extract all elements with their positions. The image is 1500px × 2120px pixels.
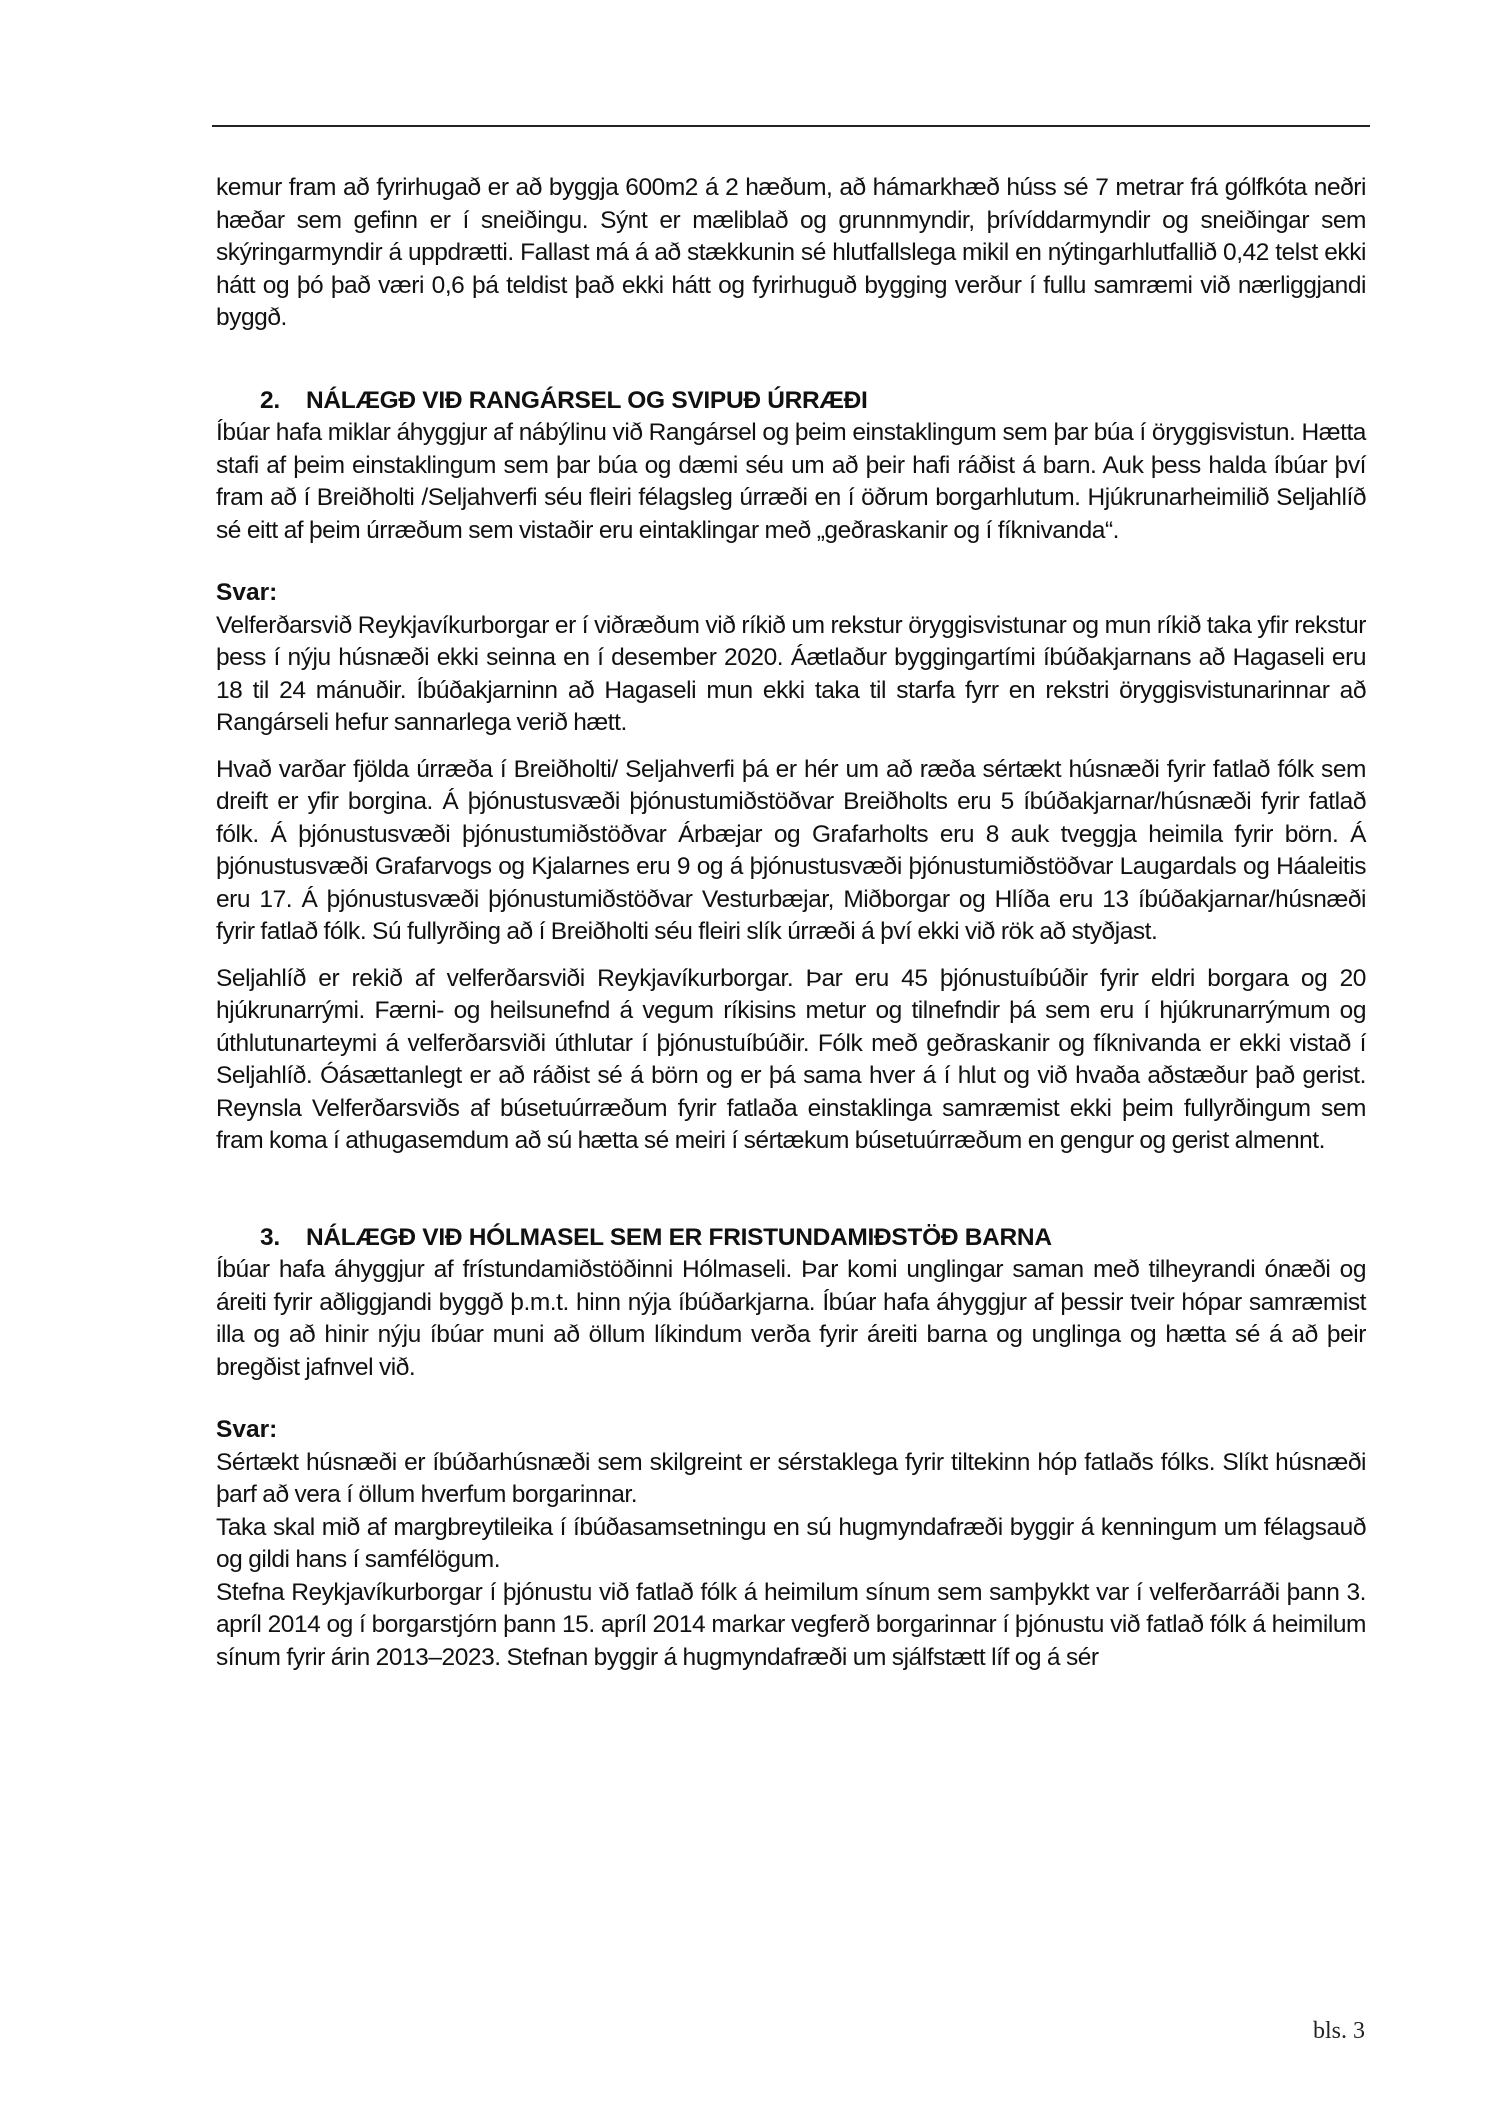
section-2-concern: Íbúar hafa miklar áhyggjur af nábýlinu við Rangársel og þeim einstaklingum sem þar búa í öryggisvistun. Hætta stafi af þeim einstaklingum sem þar búa og dæmi séu um að þeir hafi ráðist á barn. Auk þess halda íbúar því fram að í Breiðholti /Seljahverfi séu fleiri félagsleg úrræði en í öðrum borgarhlutum. Hjúkrunarheimilið Seljahlíð sé eitt af þeim úrræðum sem vistaðir eru eintaklingar með „geðraskanir og í fíknivanda“. [216, 419, 1366, 544]
section-2-number: 2. [260, 386, 280, 414]
section-3-concern: Íbúar hafa áhyggjur af frístundamiðstöðinni Hólmaseli. Þar komi unglingar saman með tilheyrandi ónæði og áreiti fyrir aðliggjandi byggð þ.m.t. hinn nýja íbúðarkjarna. Íbúar hafa áhyggjur af þessir tveir hópar samræmist illa og að hinir nýju íbúar muni að öllum líkindum verða fyrir áreiti barna og unglinga og hætta sé á að þeir bregðist jafnvel við. [216, 1256, 1366, 1381]
page-number: bls. 3 [1312, 2018, 1365, 2044]
section-2-answer-p1: Velferðarsvið Reykjavíkurborgar er í viðræðum við ríkið um rekstur öryggisvistunar og mun ríkið taka yfir rekstur þess í nýju húsnæði ekki seinna en í desember 2020. Áætlaður byggingartími íbúðakjarnans að Hagaseli eru 18 til 24 mánuðir. Íbúðakjarninn að Hagaseli mun ekki taka til starfa fyrr en rekstri öryggisvistunarinnar að Rangárseli hefur sannarlega verið hætt. [216, 611, 1366, 736]
section-3-heading [216, 1222, 1366, 1255]
section-3-answer-label: Svar: [216, 1416, 278, 1443]
section-2-answer-p3: Seljahlíð er rekið af velferðarsviði Reykjavíkurborgar. Þar eru 45 þjónustuíbúðir fyrir eldri borgara og 20 hjúkrunarrými. Færni- og heilsunefnd á vegum ríkisins metur og tilnefndir þá sem eru í hjúkrunarrýmum og úthlutunarteymi á velferðarsviði úthlutar í þjónustuíbúðir. Fólk með geðraskanir og fíknivanda er ekki vistað í Seljahlíð. Óásættanlegt er að ráðist sé á börn og er þá sama hver á í hlut og við hvaða aðstæður það gerist. Reynsla Velferðarsviðs af búsetuúrræðum fyrir fatlaða einstaklinga samræmist ekki þeim fullyrðingum sem fram koma í athugasemdum að sú hætta sé meiri í sértækum búsetuúrræðum en gengur og gerist almennt. [216, 964, 1366, 1154]
section-3-answer-p1: Sértækt húsnæði er íbúðarhúsnæði sem skilgreint er sérstaklega fyrir tiltekinn hóp fatlaðs fólks. Slíkt húsnæði þarf að vera í öllum hverfum borgarinnar. [216, 1448, 1366, 1508]
intro-paragraph: kemur fram að fyrirhugað er að byggja 600m2 á 2 hæðum, að hámarkhæð húss sé 7 metrar frá gólfkóta neðri hæðar sem gefinn er í sneiðingu. Sýnt er mæliblað og grunnmyndir, þrívíddarmyndir og sneiðingar sem skýringarmyndir á uppdrætti. Fallast má á að stækkunin sé hlutfallslega mikil en nýtingarhlutfallið 0,42 telst ekki hátt og þó það væri 0,6 þá teldist það ekki hátt og fyrirhuguð bygging verður í fullu samræmi við nærliggjandi byggð. [216, 174, 1366, 331]
section-2-heading [216, 385, 1366, 418]
section-2-answer-label: Svar: [216, 579, 278, 606]
header-rule [212, 125, 1370, 127]
section-3-title: NÁLÆGÐ VIÐ HÓLMASEL SEM ER FRISTUNDAMIÐSTÖÐ BARNA [306, 1223, 1052, 1251]
section-3-answer-p2: Taka skal mið af margbreytileika í íbúðasamsetningu en sú hugmyndafræði byggir á kenningum um félagsauð og gildi hans í samfélögum. [216, 1513, 1366, 1573]
section-3-number: 3. [260, 1223, 280, 1251]
section-2-title: NÁLÆGÐ VIÐ RANGÁRSEL OG SVIPUÐ ÚRRÆÐI [306, 386, 868, 414]
section-2-answer-p2: Hvað varðar fjölda úrræða í Breiðholti/ Seljahverfi þá er hér um að ræða sértækt húsnæði fyrir fatlað fólk sem dreift er yfir borgina. Á þjónustusvæði þjónustumiðstöðvar Breiðholts eru 5 íbúðakjarnar/húsnæði fyrir fatlað fólk. Á þjónustusvæði þjónustumiðstöðvar Árbæjar og Grafarholts eru 8 auk tveggja heimila fyrir börn. Á þjónustusvæði Grafarvogs og Kjalarnes eru 9 og á þjónustusvæði þjónustumiðstöðvar Laugardals og Háaleitis eru 17. Á þjónustusvæði þjónustumiðstöðvar Vesturbæjar, Miðborgar og Hlíða eru 13 íbúðakjarnar/húsnæði fyrir fatlað fólk. Sú fullyrðing að í Breiðholti séu fleiri slík úrræði á því ekki við rök að styðjast. [216, 755, 1366, 945]
page-content [216, 172, 1366, 1674]
section-3-answer-p3: Stefna Reykjavíkurborgar í þjónustu við fatlað fólk á heimilum sínum sem samþykkt var í velferðarráði þann 3. apríl 2014 og í borgarstjórn þann 15. apríl 2014 markar vegferð borgarinnar í þjónustu við fatlað fólk á heimilum sínum fyrir árin 2013–2023. Stefnan byggir á hugmyndafræði um sjálfstætt líf og á sér [216, 1578, 1366, 1671]
